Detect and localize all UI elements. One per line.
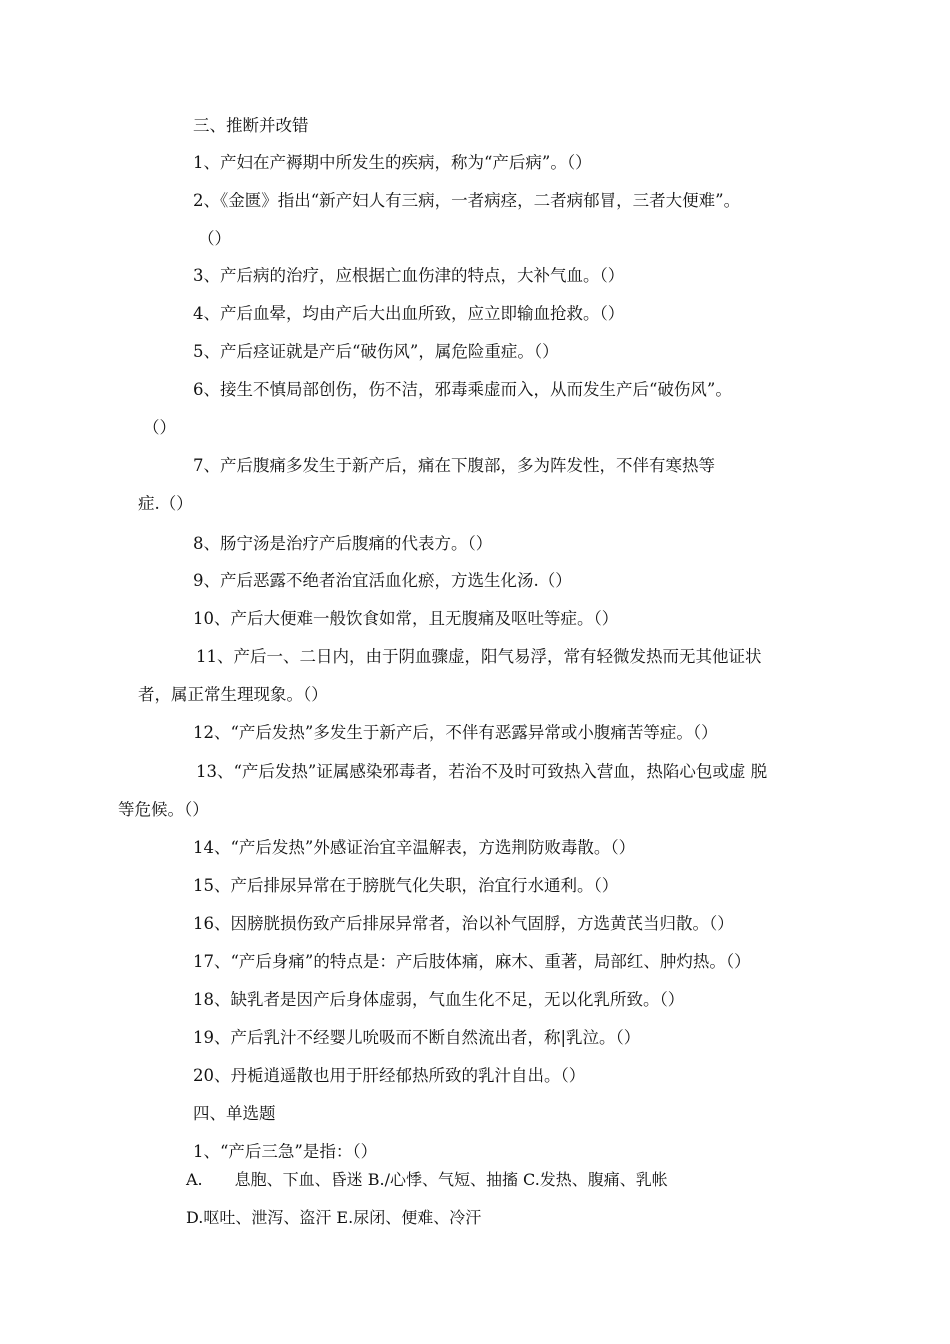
question-line: 1、产妇在产褥期中所发生的疾病，称为“产后病”。（） <box>193 153 592 172</box>
question-line: 18、缺乳者是因产后身体虚弱，气血生化不足，无以化乳所致。（） <box>193 990 685 1009</box>
question-line: 等危候。（） <box>118 800 209 819</box>
question-line: 12、“产后发热”多发生于新产后，不伴有恶露异常或小腹痛苦等症。（） <box>193 723 718 742</box>
question-line: 8、肠宁汤是治疗产后腹痛的代表方。（） <box>193 534 493 553</box>
question-line: 10、产后大便难一般饮食如常，且无腹痛及呕吐等症。（） <box>193 609 619 628</box>
section-heading: 四、单选题 <box>193 1104 276 1123</box>
question-line: 13、“产后发热”证属感染邪毒者，若治不及时可致热入营血，热陷心包或虚 脱 <box>196 762 768 781</box>
question-line: 15、产后排尿异常在于膀胱气化失职，治宜行水通利。（） <box>193 876 619 895</box>
question-line: 5、产后痉证就是产后“破伤风”，属危险重症。（） <box>193 342 559 361</box>
options-line: A. 息胞、下血、昏迷 B./心悸、气短、抽搐 C.发热、腹痛、乳帐 <box>186 1170 668 1189</box>
question-line: 1、“产后三急”是指：（） <box>193 1142 378 1161</box>
question-line: 14、“产后发热”外感证治宜辛温解表，方选荆防败毒散。（） <box>193 838 636 857</box>
question-line: 4、产后血晕，均由产后大出血所致，应立即输血抢救。（） <box>193 304 625 323</box>
question-line: 2、《金匮》指出“新产妇人有三病，一者病痉，二者病郁冒，三者大便难”。 <box>193 191 741 210</box>
question-line: 20、丹栀逍遥散也用于肝经郁热所致的乳汁自出。（） <box>193 1066 586 1085</box>
question-line: 3、产后病的治疗，应根据亡血伤津的特点，大补气血。（） <box>193 266 625 285</box>
question-line: 11、产后一、二日内，由于阴血骤虚，阳气易浮，常有轻微发热而无其他证状 <box>196 647 762 666</box>
question-line: 7、产后腹痛多发生于新产后，痛在下腹部，多为阵发性，不伴有寒热等 <box>193 456 715 475</box>
question-line: 19、产后乳汁不经婴儿吮吸而不断自然流出者，称|乳泣。（） <box>193 1028 641 1047</box>
question-line: 9、产后恶露不绝者治宜活血化瘀，方选生化汤.（） <box>193 571 572 590</box>
question-line: （） <box>143 418 176 437</box>
question-line: 16、因膀胱损伤致产后排尿异常者，治以补气固脬，方选黄芪当归散。（） <box>193 914 734 933</box>
question-line: 者，属正常生理现象。（） <box>138 685 328 704</box>
question-line: 症.（） <box>138 494 193 513</box>
section-heading: 三、推断并改错 <box>193 116 309 135</box>
question-line: （） <box>198 229 231 248</box>
question-line: 6、接生不慎局部创伤，伤不洁，邪毒乘虚而入，从而发生产后“破伤风”。 <box>193 380 732 399</box>
question-line: 17、“产后身痛”的特点是：产后肢体痛，麻木、重著，局部红、肿灼热。（） <box>193 952 751 971</box>
options-line: D.呕吐、泄泻、盗汗 E.尿闭、便难、冷汗 <box>186 1208 482 1227</box>
